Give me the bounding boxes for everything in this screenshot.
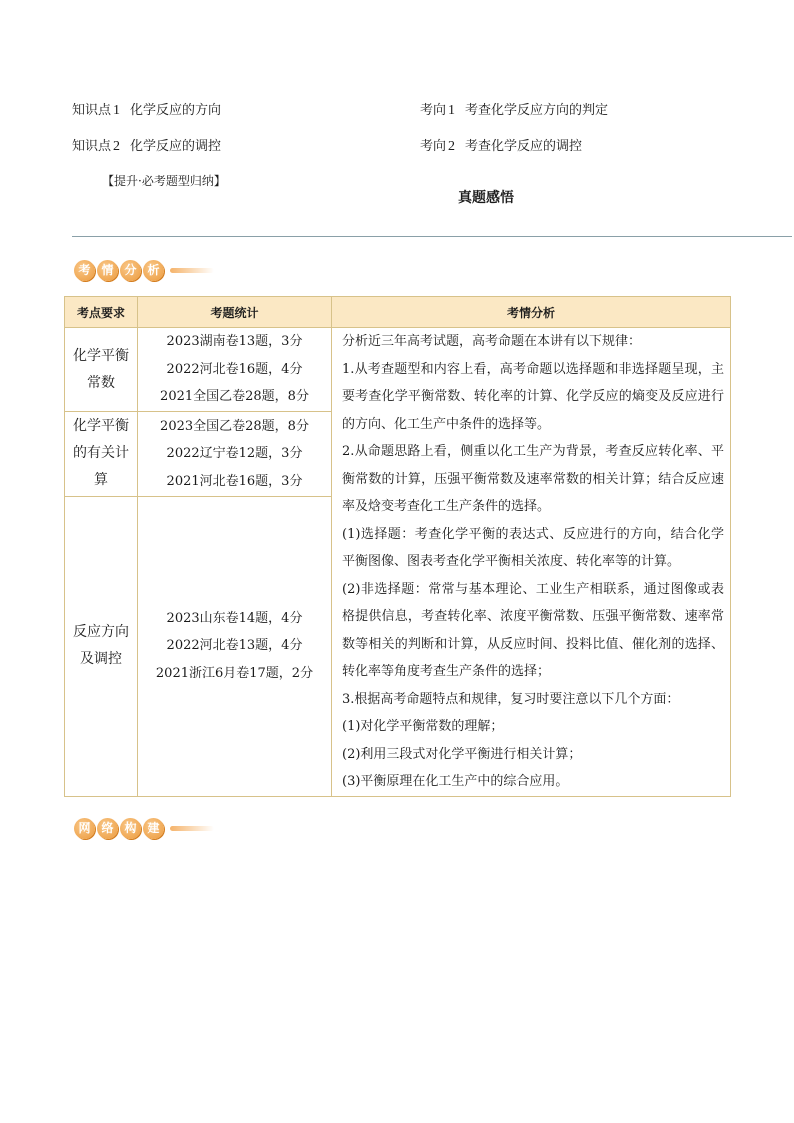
stat-line: 2022河北卷13题，4分 xyxy=(166,638,303,654)
badge-char: 情 xyxy=(97,260,118,281)
toc-sub-note[interactable]: 【提升·必考题型归纳】 xyxy=(102,174,226,188)
divider xyxy=(72,236,792,237)
analysis-paragraph: (1)选择题：考查化学平衡的表达式、反应进行的方向，结合化学平衡图像、图表考查化学平衡相关浓度、转化率等的计算。 xyxy=(342,526,724,569)
badge-char: 建 xyxy=(143,818,164,839)
stat-line: 2022河北卷16题，4分 xyxy=(166,361,303,377)
analysis-paragraph: (2)非选择题：常常与基本理论、工业生产相联系，通过图像或表格提供信息，考查转化率、浓度平衡常数、压强平衡常数、速率常数等相关的判断和计算，从反应时间、投料比值、催化剂的选择、转化率等角度考查生产条件的选择； xyxy=(342,581,724,679)
toc-real-questions[interactable]: 真题感悟 xyxy=(458,190,514,206)
analysis-paragraph: 分析近三年高考试题，高考命题在本讲有以下规律： xyxy=(342,334,642,349)
toc-knowledge-1[interactable]: 知识点 1 化学反应的方向 xyxy=(72,103,222,118)
toc-direction-1[interactable]: 考向 1 考查化学反应方向的判定 xyxy=(420,103,609,118)
header-analysis: 考情分析 xyxy=(332,297,731,328)
toc-knowledge-2[interactable]: 知识点 2 化学反应的调控 xyxy=(72,139,222,154)
analysis-paragraph: 1.从考查题型和内容上看，高考命题以选择题和非选择题呈现，主要考查化学平衡常数、转化率的计算、化学反应的熵变及反应进行的方向、化工生产中条件的选择等。 xyxy=(342,361,724,432)
stats-cell xyxy=(138,496,332,796)
section-badge-exam-analysis xyxy=(74,260,214,281)
table-header-row xyxy=(65,297,731,328)
badge-char: 考 xyxy=(74,260,95,281)
stat-line: 2023湖南卷13题，3分 xyxy=(166,334,303,350)
analysis-paragraph: 3.根据高考命题特点和规律，复习时要注意以下几个方面： xyxy=(342,691,680,707)
analysis-paragraph: (3)平衡原理在化工生产中的综合应用。 xyxy=(342,774,569,789)
badge-tail xyxy=(170,268,214,273)
stat-line: 2022辽宁卷12题，3分 xyxy=(166,446,303,462)
badge-char: 网 xyxy=(74,818,95,839)
requirement-cell: 化学平衡的有关计算 xyxy=(65,412,138,496)
stat-line: 2023全国乙卷28题，8分 xyxy=(160,418,309,434)
badge-tail xyxy=(170,826,214,831)
toc-direction-2[interactable]: 考向 2 考查化学反应的调控 xyxy=(420,139,583,154)
badge-char: 分 xyxy=(120,260,141,281)
analysis-paragraph: (2)利用三段式对化学平衡进行相关计算； xyxy=(342,746,582,762)
stats-cell xyxy=(138,328,332,412)
table-row xyxy=(65,328,731,412)
badge-char: 络 xyxy=(97,818,118,839)
stat-line: 2021河北卷16题，3分 xyxy=(166,473,303,489)
requirement-cell: 反应方向及调控 xyxy=(65,496,138,796)
badge-char: 析 xyxy=(143,260,164,281)
analysis-paragraph: (1)对化学平衡常数的理解； xyxy=(342,719,504,734)
analysis-cell xyxy=(332,328,731,797)
stats-cell xyxy=(138,412,332,496)
header-requirement: 考点要求 xyxy=(65,297,138,328)
requirement-cell: 化学平衡常数 xyxy=(65,328,138,412)
stat-line: 2021浙江6月卷17题，2分 xyxy=(155,665,314,681)
stat-line: 2021全国乙卷28题，8分 xyxy=(160,389,309,405)
stat-line: 2023山东卷14题，4分 xyxy=(166,610,303,626)
section-badge-network-build xyxy=(74,818,214,839)
analysis-paragraph: 2.从命题思路上看，侧重以化工生产为背景，考查反应转化率、平衡常数的计算，压强平衡常数及速率常数的相关计算；结合反应速率及焓变考查化工生产条件的选择。 xyxy=(342,444,724,514)
badge-char: 构 xyxy=(120,818,141,839)
header-statistics: 考题统计 xyxy=(138,297,332,328)
exam-analysis-table xyxy=(64,296,731,797)
